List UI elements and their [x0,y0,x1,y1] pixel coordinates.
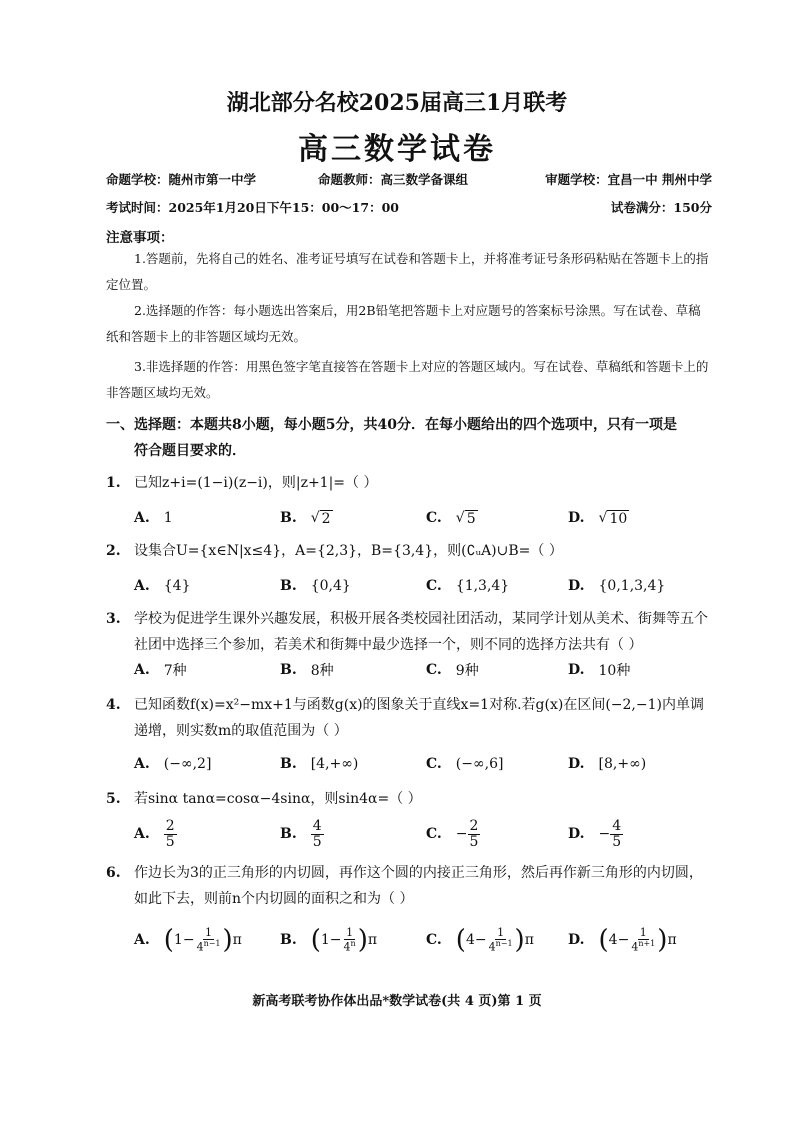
fraction [468,819,481,849]
whole-part: 4 [465,932,475,948]
denominator: 5 [312,833,322,850]
question-4 [106,692,716,744]
option-a [134,498,173,538]
options-row [134,498,724,538]
option-label: B. [280,756,297,772]
exam-title: 湖北部分名校2025届高三1月联考 [226,90,568,116]
question-1 [106,470,716,496]
question-number: 6. [106,865,121,881]
exponent: n+1 [638,938,656,948]
option-d [568,652,630,688]
option-b [280,744,358,784]
option-value: 10种 [598,663,631,679]
option-c [426,744,503,784]
question-stem: 若sinα tanα=cosα−4sinα，则sin4α=（ ） [134,791,422,807]
option-label: C. [426,826,442,842]
option-c [426,652,479,688]
option-label: D. [568,932,585,948]
option-label: B. [280,662,297,678]
option-a [134,652,187,688]
option-label: B. [280,932,297,948]
meta-teacher: 命题教师：高三数学备课组 [318,172,469,187]
page-footer: 新高考联考协作体出品*数学试卷(共 4 页)第 1 页 [252,994,542,1009]
option-value: 5 [466,510,476,527]
note-item: 2.选择题的作答：每小题选出答案后，用2B铅笔把答题卡上对应题号的答案标号涂黑。写在试卷、草稿纸和答题卡上的非答题区域均无效。 [106,303,701,344]
option-label: A. [134,756,150,772]
minus-sign: − [455,826,468,842]
fraction [610,819,623,849]
question-stem: 设集合U={x∈N|x≤4}，A={2,3}，B={3,4}，则(∁ᵤA)∪B=（ ） [134,543,563,559]
option-label: A. [134,932,150,948]
pi-symbol: π [232,932,242,948]
question-stem: 作边长为3的正三角形的内切圆，再作这个圆的内接正三角形，然后再作新三角形的内切圆，如此下去，则前n个内切圆的面积之和为（ ） [134,865,703,907]
question-6 [106,860,716,912]
option-value: 10 [609,510,628,527]
option-label: C. [426,932,442,948]
option-label: D. [568,578,585,594]
question-number: 1. [106,475,121,491]
sqrt-symbol: √ 10 [598,509,628,527]
denominator: 5 [469,833,479,850]
option-b [280,566,351,606]
numerator: 1 [205,926,213,940]
option-d: D. ( 4 − $\frac{1}{4^{n+1}}$ ) π [568,925,677,955]
meta-score: 试卷满分：150分 [610,200,712,215]
numerator: 2 [469,817,479,834]
numerator: 1 [639,926,647,940]
question-number: 4. [106,697,121,713]
option-label: D. [568,662,585,678]
exam-subject-title: 高三数学试卷 [298,132,496,167]
option-value: 8种 [310,663,334,679]
section-heading [106,412,716,464]
option-d [568,566,665,606]
meta-school: 命题学校：随州市第一中学 [106,172,257,187]
whole-part: 4 [608,932,618,948]
section-heading-line: 一、选择题：本题共8小题，每小题5分，共40分．在每小题给出的四个选项中，只有一项是 [106,417,677,433]
fraction [311,819,324,849]
option-d [568,498,629,538]
option-label: B. [280,578,297,594]
option-value: (−∞,6] [455,756,504,772]
option-label: C. [426,756,442,772]
option-c [426,566,509,606]
minus-sign: − [598,826,611,842]
option-label: A. [134,826,150,842]
option-value: 7种 [163,663,187,679]
option-value: (−∞,2] [163,756,212,772]
numerator: 4 [612,817,622,834]
question-stem: 学校为促进学生课外兴趣发展，积极开展各类校园社团活动，某同学计划从美术、街舞等五个社团中选择三个参加，若美术和街舞中最少选择一个，则不同的选择方法共有（ ） [134,611,708,653]
question-number: 5. [106,791,121,807]
option-label: A. [134,578,150,594]
option-d [568,744,646,784]
exponent: n−1 [203,938,221,948]
option-value: 1 [163,510,173,526]
denominator: 5 [612,833,622,850]
option-c: C. ( 4 − $\frac{1}{4^{n-1}}$ ) π [426,925,534,955]
pi-symbol: π [667,932,677,948]
exponent: n [350,938,356,948]
fraction: $\frac{1}{4^{n+1}}$ [631,926,656,954]
option-d [568,812,623,856]
option-label: D. [568,826,585,842]
option-c [426,498,478,538]
option-label: C. [426,510,442,526]
option-value: {0,1,3,4} [598,578,666,594]
whole-part: 1 [320,932,330,948]
option-c [426,812,480,856]
options-row [134,812,724,856]
option-b [280,498,333,538]
note-item: 3.非选择题的作答：用黑色签字笔直接答在答题卡上对应的答题区域内。写在试卷、草稿纸和答题卡上的非答题区域均无效。 [106,359,709,400]
options-row [134,652,724,688]
exponent: n−1 [495,938,513,948]
option-label: A. [134,662,150,678]
pi-symbol: π [367,932,378,948]
question-number: 3. [106,611,121,627]
question-5 [106,786,716,812]
fraction [164,819,177,849]
question-3 [106,606,716,658]
option-label: D. [568,510,585,526]
option-label: B. [280,510,297,526]
option-b [280,812,324,856]
option-label: B. [280,826,297,842]
option-label: C. [426,662,442,678]
question-2 [106,538,716,564]
fraction: $\frac{1}{4^{n-1}}$ [488,926,513,954]
meta-time: 考试时间：2025年1月20日下午15：00～17：00 [106,200,399,215]
denominator: 5 [165,833,175,850]
sqrt-symbol: √ 5 [455,509,476,527]
question-stem: 已知函数f(x)=x²−mx+1与函数g(x)的图象关于直线x=1对称.若g(x)在区间(−2,−1)内单调递增，则实数m的取值范围为（ ） [134,697,704,739]
option-value: 2 [321,510,331,527]
option-label: C. [426,578,442,594]
option-b: B. ( 1 − $\frac{1}{4^n}$ ) π [280,925,378,955]
option-value: {1,3,4} [455,578,510,594]
options-row [134,918,724,962]
option-a [134,566,190,606]
question-stem: 已知z+i=(1−i)(z−i)，则|z+1|=（ ） [134,475,378,491]
fraction: $\frac{1}{4^n}$ [343,926,356,954]
option-a [134,744,211,784]
meta-review: 审题学校：宜昌一中 荆州中学 [545,172,712,187]
option-value: {4} [163,578,191,594]
question-number: 2. [106,543,121,559]
options-row [134,566,724,606]
option-value: 9种 [455,663,479,679]
numerator: 1 [497,926,505,940]
whole-part: 1 [173,932,183,948]
options-row [134,744,724,784]
option-b [280,652,334,688]
option-value: {0,4} [310,578,351,594]
sqrt-symbol: √ 2 [310,509,331,527]
section-heading-line: 符合题目要求的． [134,443,246,459]
option-label: A. [134,510,150,526]
option-a: A. ( 1 − $\frac{1}{4^{n-1}}$ ) π [134,925,242,955]
option-a [134,812,177,856]
notes-title: 注意事项： [106,230,174,246]
numerator: 2 [165,817,175,834]
numerator: 1 [346,926,354,940]
numerator: 4 [312,817,322,834]
option-value: [8,+∞) [598,756,647,772]
option-label: D. [568,756,585,772]
note-item: 1.答题前，先将自己的姓名、准考证号填写在试卷和答题卡上，并将准考证号条形码粘贴在答题卡上的指定位置。 [106,251,709,292]
pi-symbol: π [524,932,534,948]
fraction: $\frac{1}{4^{n-1}}$ [196,926,221,954]
option-value: [4,+∞) [310,756,359,772]
